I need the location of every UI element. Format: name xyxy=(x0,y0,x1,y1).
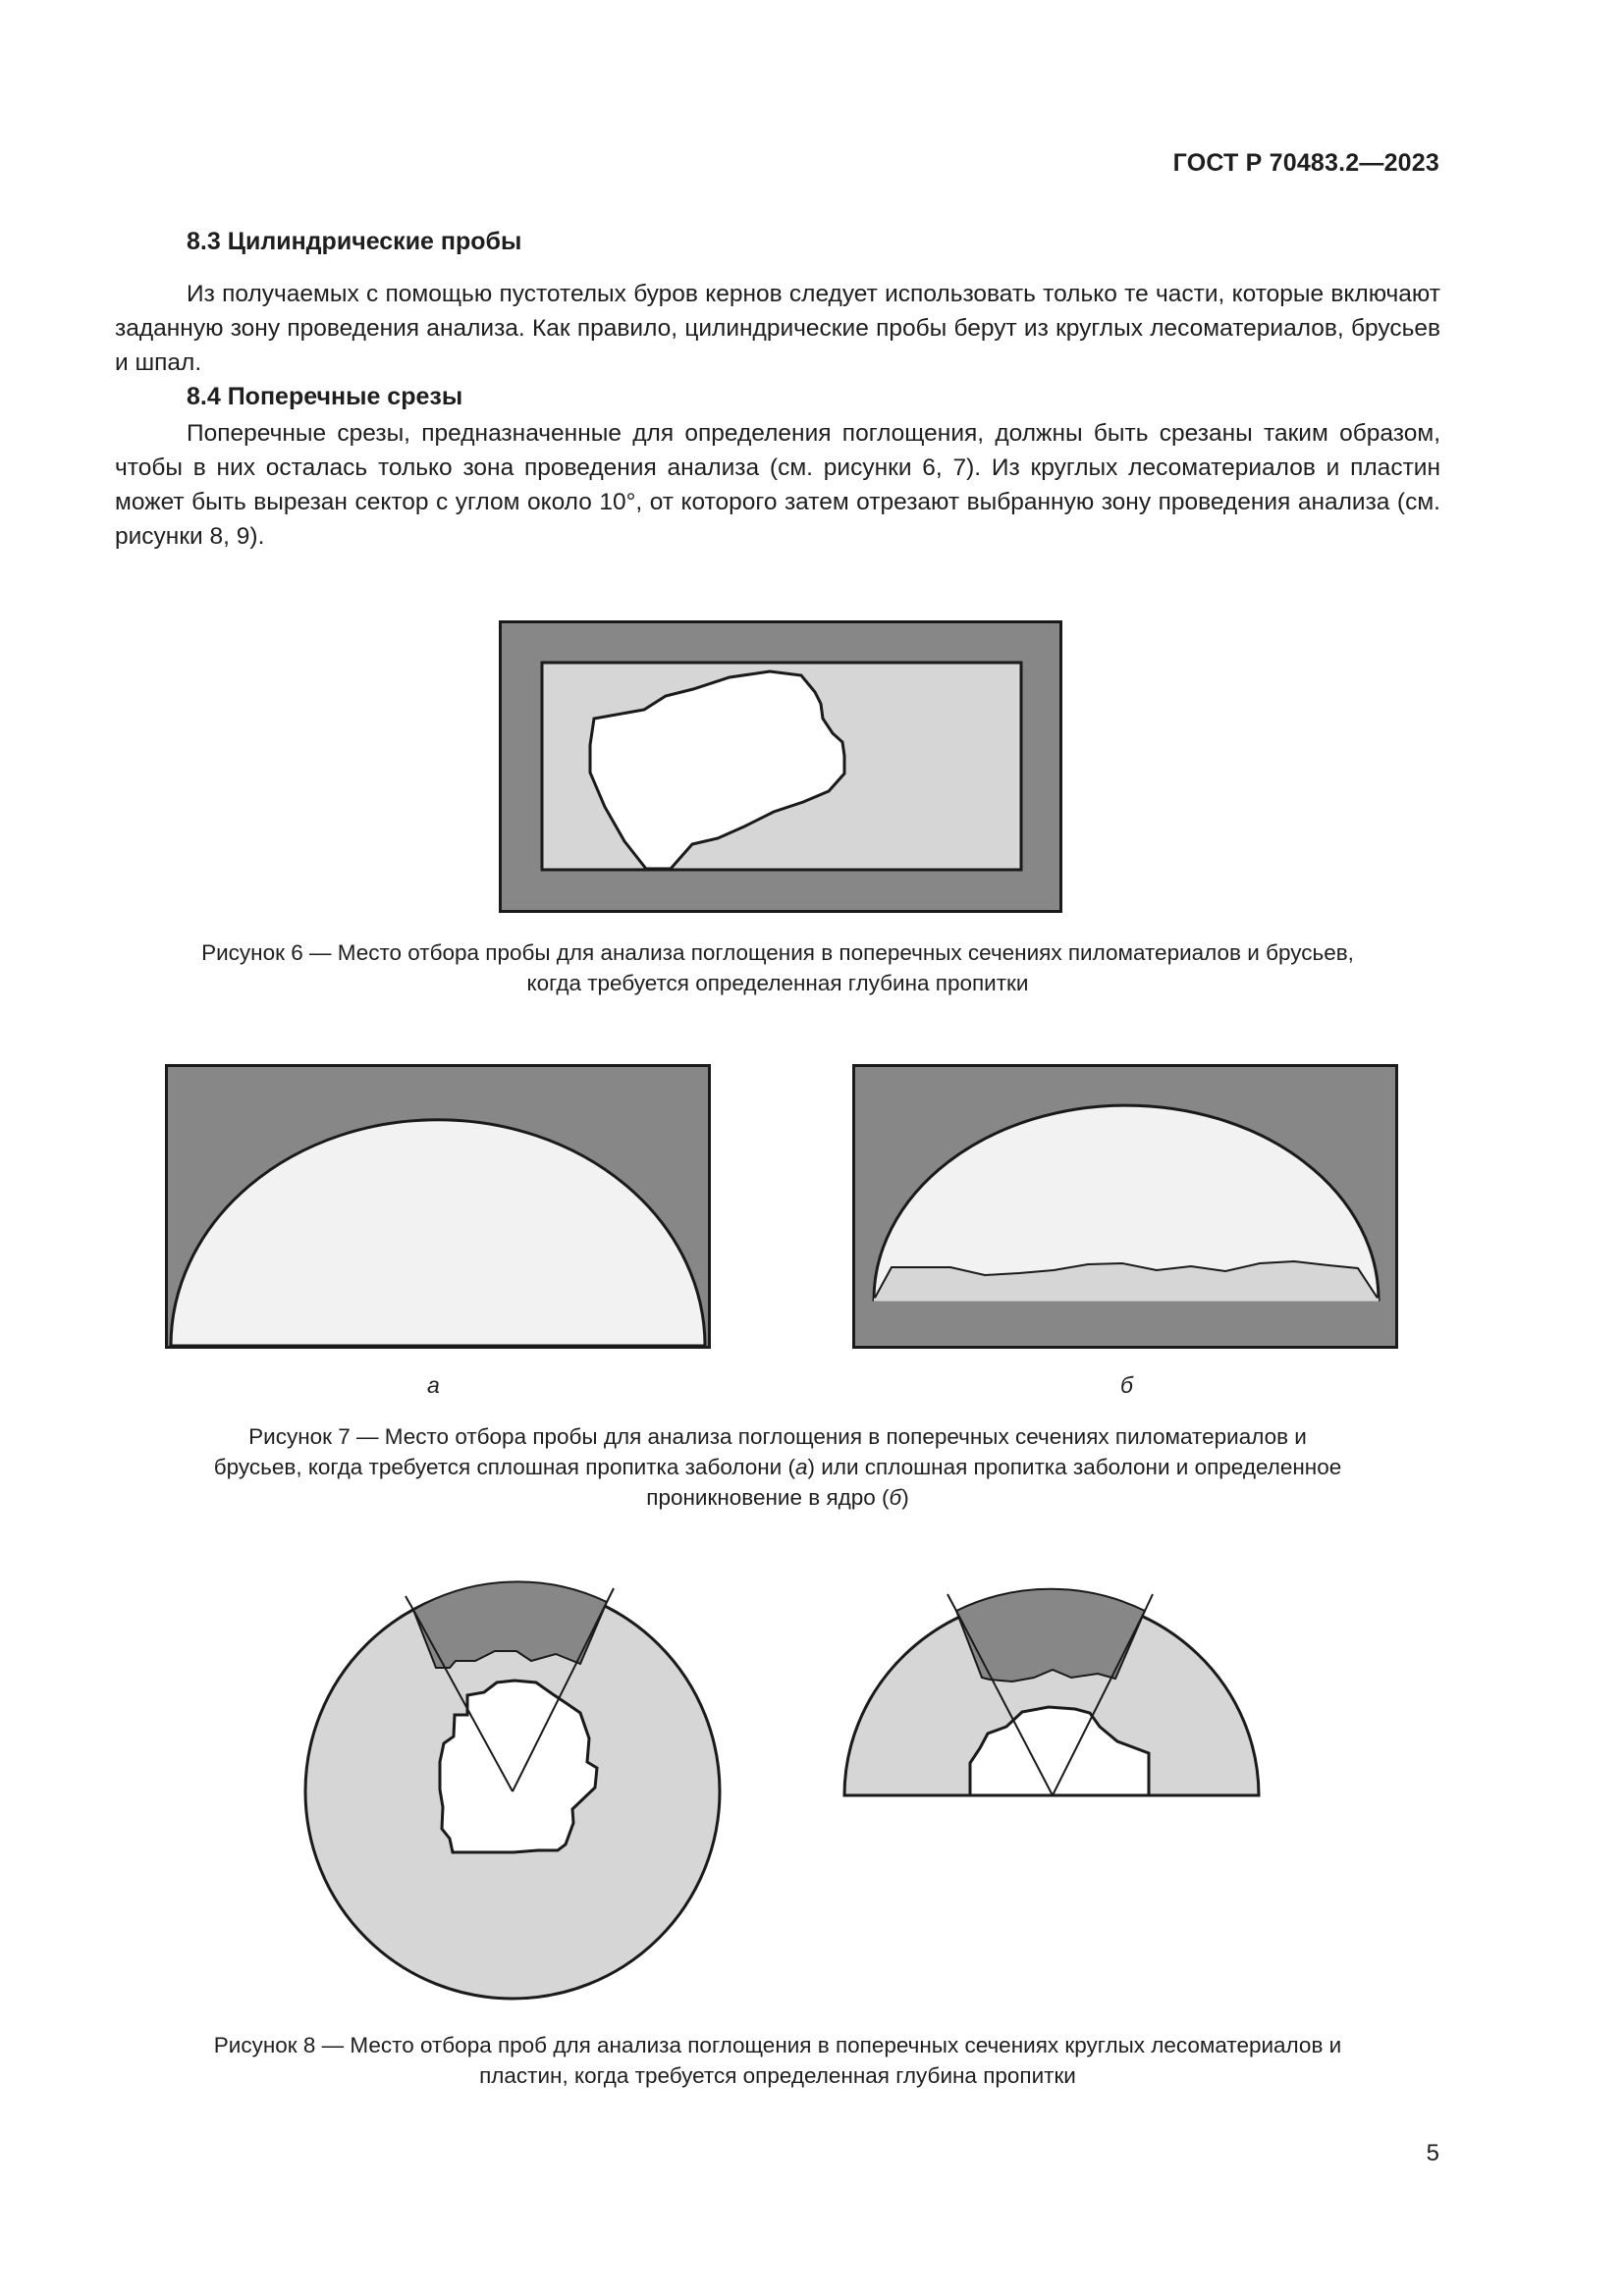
figure-7a-diagram xyxy=(165,1064,711,1349)
figure-6-caption: Рисунок 6 — Место отбора пробы для анализа поглощения в поперечных сечениях пиломатериалов и брусьев, когда требуется определенная глубина пропитки xyxy=(201,940,1354,995)
section-8-4-text: Поперечные срезы, предназначенные для определения поглощения, должны быть срезаны таким образом, чтобы в них осталась только зона проведения анализа (см. рисунки 6, 7). Из круглых лесоматериалов и пластин может быть вырезан сектор с углом около 10°, от которого затем отрезают выбранную зону проведения анализа (см. рисунки 8, 9). xyxy=(115,420,1440,550)
figure-7b-label: б xyxy=(1120,1372,1133,1398)
document-code: ГОСТ Р 70483.2—2023 xyxy=(1172,149,1439,177)
figure-6-diagram xyxy=(499,620,1062,913)
section-8-3-text: Из получаемых с помощью пустотелых буров кернов следует использовать только те части, которые включают заданную зону проведения анализа. Как правило, цилиндрические пробы берут из круглых лесоматериалов, брусьев и шпал. xyxy=(115,281,1440,376)
figure-8-caption: Рисунок 8 — Место отбора проб для анализа поглощения в поперечных сечениях круглых лесоматериалов и пластин, когда требуется определенная глубина пропитки xyxy=(213,2033,1342,2088)
figure-7b-diagram xyxy=(852,1064,1398,1349)
figure-8-plate-diagram xyxy=(842,1591,1263,1799)
figure-7-caption: Рисунок 7 — Место отбора пробы для анализа поглощения в поперечных сечениях пиломатериалов и брусьев, когда требуется сплошная пропитка заболони (а) или сплошная пропитка заболони и определенное проникновение в ядро (б) xyxy=(213,1424,1342,1510)
figure-7a-label: а xyxy=(427,1372,440,1398)
page-number: 5 xyxy=(1426,2140,1439,2166)
section-8-3-title: 8.3 Цилиндрические пробы xyxy=(187,228,522,255)
section-8-4-title: 8.4 Поперечные срезы xyxy=(187,383,463,410)
fig7b-heartwood-penetration xyxy=(874,1261,1379,1300)
figure-8-round-timber-diagram xyxy=(302,1581,723,2003)
